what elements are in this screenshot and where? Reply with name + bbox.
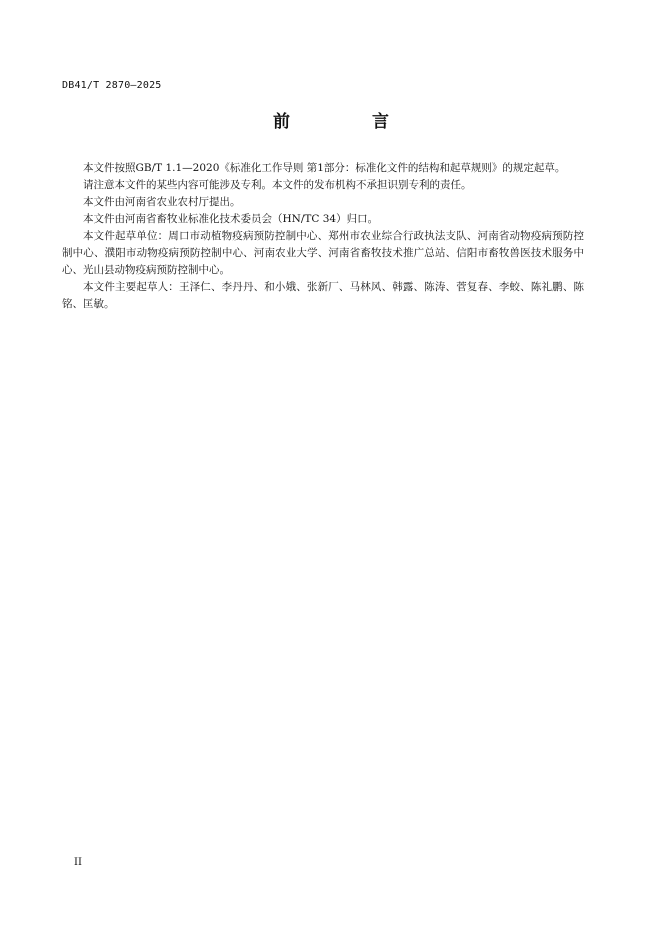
paragraph-proposer: 本文件由河南省农业农村厅提出。 [83, 196, 241, 208]
paragraph-patent-notice: 请注意本文件的某些内容可能涉及专利。本文件的发布机构不承担识别专利的责任。 [83, 179, 472, 191]
page-title: 前 言 [273, 112, 427, 132]
paragraph-drafters: 本文件主要起草人：王泽仁、李丹丹、和小娥、张新厂、马林风、韩露、陈涛、菅复春、李蛟、陈礼鹏、陈铭、匡敏。 [62, 281, 584, 310]
paragraph-committee: 本文件由河南省畜牧业标准化技术委员会（HN/TC 34）归口。 [83, 213, 379, 225]
paragraph-drafting-units: 本文件起草单位：周口市动植物疫病预防控制中心、郑州市农业综合行政执法支队、河南省动物疫病预防控制中心、濮阳市动物疫病预防控制中心、河南农业大学、河南省畜牧技术推广总站、信阳市畜牧兽医技术服务中心、光山县动物疫病预防控制中心。 [62, 230, 584, 276]
paragraph-drafting-rules: 本文件按照GB/T 1.1—2020《标准化工作导则 第1部分：标准化文件的结构和起草规则》的规定起草。 [83, 162, 566, 174]
document-code: DB41/T 2870—2025 [62, 80, 162, 91]
foreword-body [62, 160, 584, 313]
page-number: II [74, 857, 82, 868]
